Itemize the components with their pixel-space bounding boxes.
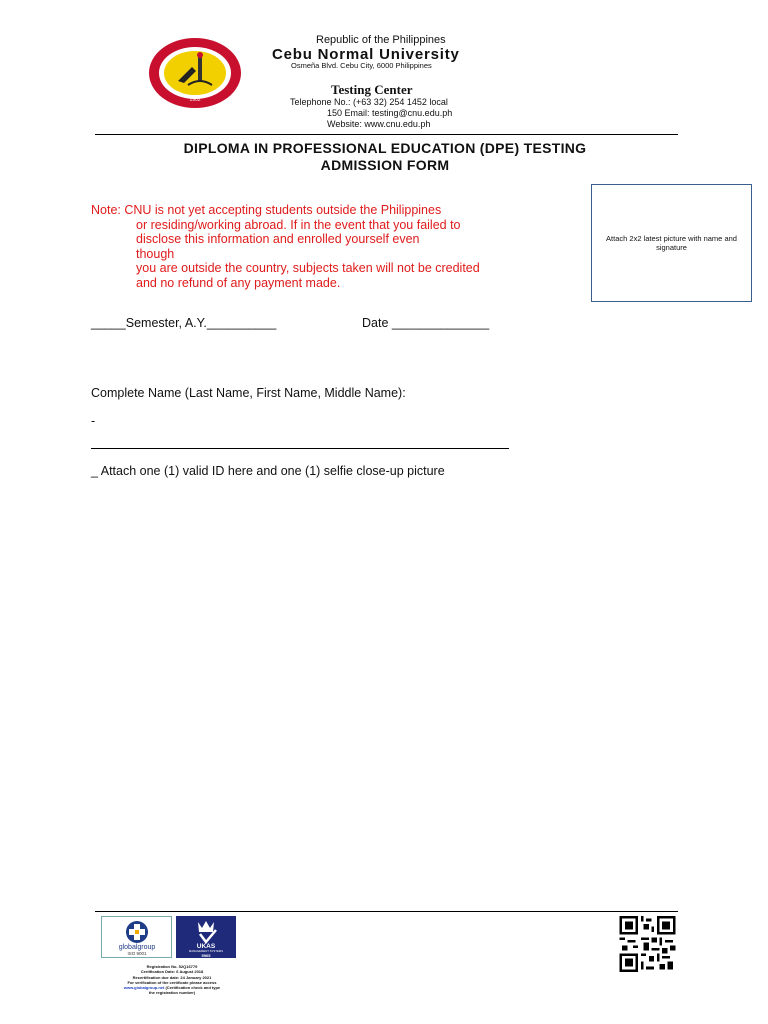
email-line: 150 Email: testing@cnu.edu.ph xyxy=(327,108,453,118)
header-divider xyxy=(95,134,678,135)
university-address: Osmeña Blvd. Cebu City, 6000 Philippines xyxy=(291,61,432,70)
svg-text:UKAS: UKAS xyxy=(196,943,216,950)
testing-center-title: Testing Center xyxy=(331,82,413,97)
note-line: though xyxy=(136,246,175,261)
verification-note: For verification of the certificate please access xyxy=(127,979,217,985)
globalgroup-logo-icon xyxy=(102,917,171,957)
note-line: Note: CNU is not yet accepting students outside the Philippines xyxy=(91,203,442,217)
university-seal-logo xyxy=(148,37,242,109)
note-line: or residing/working abroad. If in the event that you failed to xyxy=(136,217,461,232)
complete-name-label: Complete Name (Last Name, First Name, Middle Name): xyxy=(91,386,406,400)
svg-text:ISO 9001: ISO 9001 xyxy=(127,951,147,956)
registration-number: Registration No. 52Q16779 xyxy=(146,964,198,969)
name-entry-line[interactable] xyxy=(91,448,509,449)
seal-year: 1902 xyxy=(189,97,201,103)
photo-attachment-box[interactable] xyxy=(591,184,752,302)
form-title xyxy=(100,140,670,174)
verification-last-line: the registration number) xyxy=(148,990,196,996)
form-title-line2: ADMISSION FORM xyxy=(320,157,450,173)
telephone-line: Telephone No.: (+63 32) 254 1452 local xyxy=(290,97,448,107)
note-line: and no refund of any payment made. xyxy=(136,275,341,290)
republic-label: Republic of the Philippines xyxy=(316,34,446,46)
verification-link-tail: (Certification check and type xyxy=(164,985,221,991)
ukas-badge xyxy=(176,916,236,958)
verification-link[interactable]: www.globalgroup.net xyxy=(123,985,165,991)
date-field[interactable]: Date ______________ xyxy=(362,316,490,330)
website-line: Website: www.cnu.edu.ph xyxy=(327,119,431,129)
svg-text:MANAGEMENT SYSTEMS: MANAGEMENT SYSTEMS xyxy=(188,949,224,953)
note-line: disclose this information and enrolled yourself even xyxy=(136,232,420,246)
recertification-date: Recertification due date: 24 January 2021 xyxy=(132,974,212,980)
notice-text xyxy=(91,203,480,290)
certification-details xyxy=(102,964,242,996)
semester-field[interactable]: _____Semester, A.Y.__________ xyxy=(91,316,277,330)
certification-date: Certification Date: 6 August 2018 xyxy=(140,969,204,975)
footer-divider xyxy=(95,911,678,912)
form-title-line1: DIPLOMA IN PROFESSIONAL EDUCATION (DPE) TESTING xyxy=(183,140,587,156)
svg-text:5965: 5965 xyxy=(201,953,211,958)
svg-text:globalgroup: globalgroup xyxy=(118,944,156,951)
qr-code-icon[interactable] xyxy=(616,916,679,972)
ukas-crown-icon xyxy=(176,916,236,958)
university-name: Cebu Normal University xyxy=(272,46,460,63)
attach-id-instruction: _ Attach one (1) valid ID here and one (1) selfie close-up picture xyxy=(91,464,445,478)
photo-box-instructions: Attach 2x2 latest picture with name and signature xyxy=(606,234,737,252)
globalgroup-iso-badge xyxy=(101,916,172,958)
name-entry-dash: - xyxy=(91,414,96,428)
note-line: you are outside the country, subjects taken will not be credited xyxy=(136,261,480,275)
